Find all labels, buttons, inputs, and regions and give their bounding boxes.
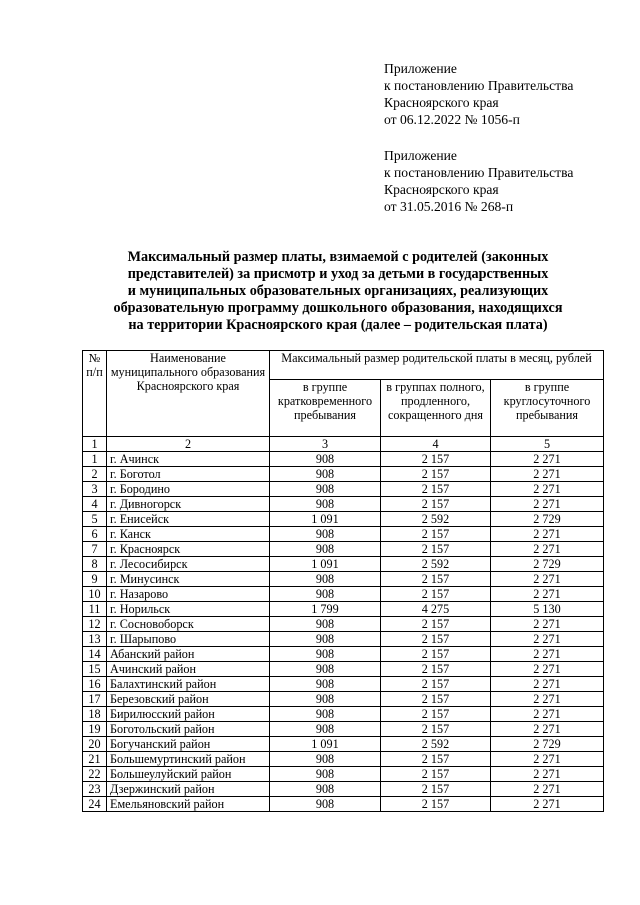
row-number: 23	[83, 782, 107, 797]
municipality-name: г. Минусинск	[107, 572, 270, 587]
row-number: 7	[83, 542, 107, 557]
header-round-clock: в группе круглосуточного пребывания	[491, 380, 604, 437]
col-number: 3	[270, 437, 381, 452]
municipality-name: г. Енисейск	[107, 512, 270, 527]
table-row	[83, 512, 604, 527]
fee-full-day: 2 592	[381, 557, 491, 572]
municipality-name: г. Красноярск	[107, 542, 270, 557]
fee-short-stay: 908	[270, 482, 381, 497]
fee-round-clock: 2 271	[491, 767, 604, 782]
title-line: представителей) за присмотр и уход за детьми в государственных	[127, 266, 549, 282]
municipality-name: г. Канск	[107, 527, 270, 542]
fee-short-stay: 908	[270, 677, 381, 692]
fee-full-day: 4 275	[381, 602, 491, 617]
column-number-row	[83, 437, 604, 452]
fee-short-stay: 908	[270, 497, 381, 512]
row-number: 3	[83, 482, 107, 497]
fee-full-day: 2 592	[381, 737, 491, 752]
table-row	[83, 752, 604, 767]
fee-short-stay: 908	[270, 782, 381, 797]
fee-short-stay: 908	[270, 662, 381, 677]
table-row	[83, 782, 604, 797]
fee-round-clock: 2 271	[491, 482, 604, 497]
row-number: 5	[83, 512, 107, 527]
municipality-name: Богучанский район	[107, 737, 270, 752]
fee-round-clock: 2 271	[491, 572, 604, 587]
table-body	[83, 452, 604, 812]
title-line: Максимальный размер платы, взимаемой с родителей (законных	[127, 249, 549, 265]
fee-full-day: 2 157	[381, 587, 491, 602]
row-number: 20	[83, 737, 107, 752]
row-number: 21	[83, 752, 107, 767]
fee-short-stay: 1 091	[270, 737, 381, 752]
row-number: 22	[83, 767, 107, 782]
fee-short-stay: 908	[270, 632, 381, 647]
row-number: 24	[83, 797, 107, 812]
col-number: 5	[491, 437, 604, 452]
fee-round-clock: 2 271	[491, 797, 604, 812]
fee-short-stay: 1 091	[270, 557, 381, 572]
appendix-line: Красноярского края	[384, 182, 499, 197]
header-fee-group: Максимальный размер родительской платы в месяц, рублей	[270, 351, 604, 380]
row-number: 19	[83, 722, 107, 737]
fee-short-stay: 908	[270, 647, 381, 662]
municipality-name: г. Норильск	[107, 602, 270, 617]
table-row	[83, 632, 604, 647]
table-row	[83, 542, 604, 557]
table-row	[83, 557, 604, 572]
fee-round-clock: 2 271	[491, 677, 604, 692]
fee-full-day: 2 157	[381, 452, 491, 467]
fee-full-day: 2 157	[381, 797, 491, 812]
fee-full-day: 2 157	[381, 647, 491, 662]
fee-full-day: 2 157	[381, 632, 491, 647]
municipality-name: Дзержинский район	[107, 782, 270, 797]
table-row	[83, 737, 604, 752]
fee-short-stay: 908	[270, 617, 381, 632]
table-row	[83, 482, 604, 497]
fee-full-day: 2 157	[381, 542, 491, 557]
fee-round-clock: 2 271	[491, 467, 604, 482]
appendix-line: к постановлению Правительства	[384, 78, 574, 93]
table-row	[83, 527, 604, 542]
fee-short-stay: 908	[270, 692, 381, 707]
fee-round-clock: 5 130	[491, 602, 604, 617]
municipality-name: г. Назарово	[107, 587, 270, 602]
title-line: образовательную программу дошкольного образования, находящихся	[113, 300, 563, 316]
fee-short-stay: 908	[270, 707, 381, 722]
fee-full-day: 2 592	[381, 512, 491, 527]
fee-round-clock: 2 271	[491, 632, 604, 647]
fee-full-day: 2 157	[381, 692, 491, 707]
fee-round-clock: 2 729	[491, 737, 604, 752]
col-number: 2	[107, 437, 270, 452]
table-row	[83, 602, 604, 617]
municipality-name: Бирилюсский район	[107, 707, 270, 722]
table-row	[83, 767, 604, 782]
row-number: 1	[83, 452, 107, 467]
municipality-name: г. Лесосибирск	[107, 557, 270, 572]
municipality-name: г. Боготол	[107, 467, 270, 482]
fee-short-stay: 908	[270, 587, 381, 602]
fee-short-stay: 908	[270, 527, 381, 542]
row-number: 13	[83, 632, 107, 647]
fee-round-clock: 2 729	[491, 512, 604, 527]
municipality-name: Боготольский район	[107, 722, 270, 737]
table-row	[83, 587, 604, 602]
fee-full-day: 2 157	[381, 482, 491, 497]
title-line: на территории Красноярского края (далее – родительская плата)	[128, 317, 548, 333]
appendix-note-original	[384, 147, 573, 215]
fee-round-clock: 2 271	[491, 692, 604, 707]
fee-round-clock: 2 271	[491, 647, 604, 662]
fee-round-clock: 2 271	[491, 497, 604, 512]
row-number: 16	[83, 677, 107, 692]
fee-full-day: 2 157	[381, 722, 491, 737]
header-full-day: в группах полного, продленного, сокращенного дня	[381, 380, 491, 437]
fee-full-day: 2 157	[381, 707, 491, 722]
appendix-line: от 31.05.2016 № 268-п	[384, 199, 514, 214]
fee-short-stay: 908	[270, 467, 381, 482]
table-row	[83, 662, 604, 677]
fee-round-clock: 2 271	[491, 527, 604, 542]
municipality-name: Ачинский район	[107, 662, 270, 677]
appendix-line: от 06.12.2022 № 1056-п	[384, 112, 520, 127]
row-number: 4	[83, 497, 107, 512]
table-row	[83, 467, 604, 482]
fee-short-stay: 908	[270, 797, 381, 812]
fee-round-clock: 2 271	[491, 707, 604, 722]
fee-short-stay: 1 799	[270, 602, 381, 617]
row-number: 14	[83, 647, 107, 662]
row-number: 2	[83, 467, 107, 482]
municipality-name: Емельяновский район	[107, 797, 270, 812]
municipality-name: г. Дивногорск	[107, 497, 270, 512]
row-number: 9	[83, 572, 107, 587]
table-row	[83, 707, 604, 722]
fee-round-clock: 2 729	[491, 557, 604, 572]
row-number: 6	[83, 527, 107, 542]
fee-round-clock: 2 271	[491, 782, 604, 797]
fee-round-clock: 2 271	[491, 722, 604, 737]
municipality-name: Березовский район	[107, 692, 270, 707]
row-number: 18	[83, 707, 107, 722]
fee-table	[82, 350, 604, 812]
appendix-line: Приложение	[384, 148, 457, 163]
fee-round-clock: 2 271	[491, 662, 604, 677]
fee-full-day: 2 157	[381, 677, 491, 692]
fee-short-stay: 908	[270, 722, 381, 737]
fee-short-stay: 908	[270, 452, 381, 467]
row-number: 15	[83, 662, 107, 677]
fee-round-clock: 2 271	[491, 587, 604, 602]
fee-round-clock: 2 271	[491, 752, 604, 767]
municipality-name: г. Сосновоборск	[107, 617, 270, 632]
table-row	[83, 692, 604, 707]
appendix-line: Красноярского края	[384, 95, 499, 110]
row-number: 12	[83, 617, 107, 632]
fee-full-day: 2 157	[381, 572, 491, 587]
fee-full-day: 2 157	[381, 497, 491, 512]
fee-full-day: 2 157	[381, 527, 491, 542]
fee-round-clock: 2 271	[491, 542, 604, 557]
table-row	[83, 617, 604, 632]
table-row	[83, 497, 604, 512]
fee-full-day: 2 157	[381, 767, 491, 782]
col-number: 1	[83, 437, 107, 452]
row-number: 17	[83, 692, 107, 707]
col-number: 4	[381, 437, 491, 452]
row-number: 8	[83, 557, 107, 572]
fee-short-stay: 908	[270, 572, 381, 587]
fee-round-clock: 2 271	[491, 617, 604, 632]
document-title	[86, 249, 590, 334]
fee-full-day: 2 157	[381, 662, 491, 677]
fee-full-day: 2 157	[381, 617, 491, 632]
table-row	[83, 647, 604, 662]
fee-full-day: 2 157	[381, 467, 491, 482]
appendix-note-current	[384, 60, 573, 128]
appendix-line: Приложение	[384, 61, 457, 76]
table-row	[83, 797, 604, 812]
table-row	[83, 677, 604, 692]
row-number: 10	[83, 587, 107, 602]
municipality-name: Абанский район	[107, 647, 270, 662]
fee-round-clock: 2 271	[491, 452, 604, 467]
fee-short-stay: 1 091	[270, 512, 381, 527]
municipality-name: г. Бородино	[107, 482, 270, 497]
header-name: Наименование муниципального образования Красноярского края	[107, 351, 270, 437]
fee-short-stay: 908	[270, 752, 381, 767]
municipality-name: Большемуртинский район	[107, 752, 270, 767]
title-line: и муниципальных образовательных организациях, реализующих	[127, 283, 549, 299]
table-row	[83, 452, 604, 467]
header-short-stay: в группе кратковременного пребывания	[270, 380, 381, 437]
municipality-name: Большеулуйский район	[107, 767, 270, 782]
municipality-name: г. Шарыпово	[107, 632, 270, 647]
row-number: 11	[83, 602, 107, 617]
municipality-name: Балахтинский район	[107, 677, 270, 692]
fee-short-stay: 908	[270, 767, 381, 782]
table-header-row	[83, 351, 604, 380]
fee-full-day: 2 157	[381, 752, 491, 767]
header-num: № п/п	[83, 351, 107, 437]
table-row	[83, 722, 604, 737]
appendix-line: к постановлению Правительства	[384, 165, 574, 180]
fee-full-day: 2 157	[381, 782, 491, 797]
table-row	[83, 572, 604, 587]
fee-short-stay: 908	[270, 542, 381, 557]
municipality-name: г. Ачинск	[107, 452, 270, 467]
